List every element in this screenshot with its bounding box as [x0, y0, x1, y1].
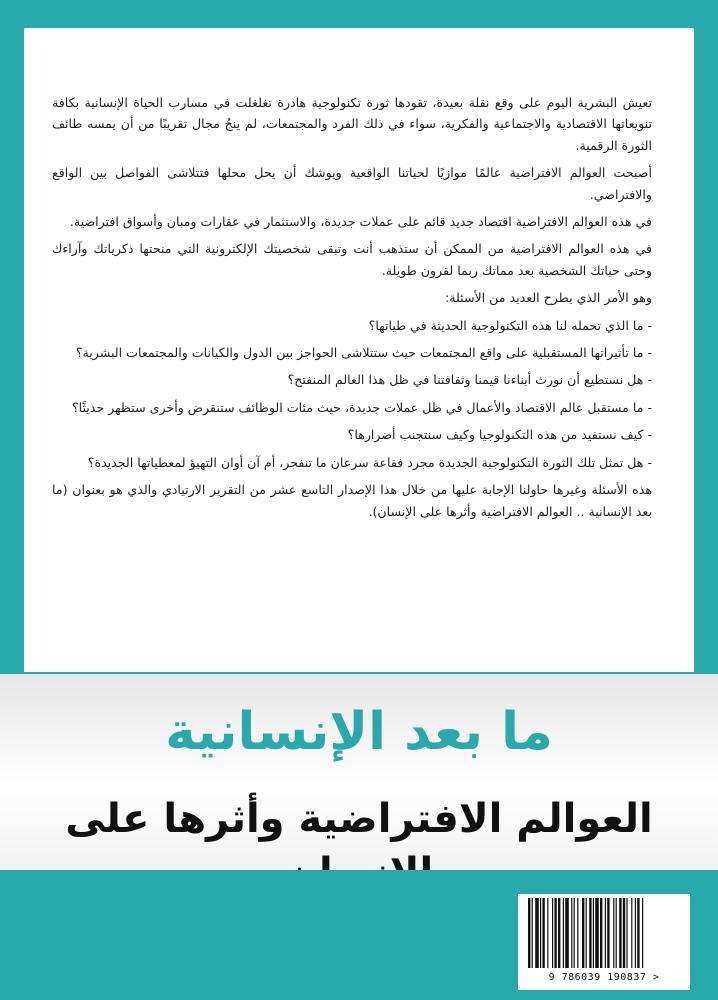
- paragraph-questions-lead: وهو الأمر الذي يطرح العديد من الأسئلة:: [444, 290, 652, 306]
- isbn-number: 9 786039 190837 >: [548, 972, 660, 983]
- question-item: - ما الذي تحمله لنا هذه التكنولوجية الحديثة في طياتها؟: [368, 317, 652, 333]
- question-item: - كيف نستفيد من هذه التكنولوجيا وكيف سنتجنب أضرارها؟: [347, 427, 652, 443]
- paragraph-closing: هذه الأسئلة وغيرها حاولنا الإجابة عليها من خلال هذا الإصدار التاسع عشر من التقرير الارتيادي والذي هو بعنوان (ما بعد الإنسانية .. العوالم الافتراضية وأثرها على الإنسان).: [52, 482, 652, 519]
- paragraph-virtual-worlds: أصبحت العوالم الافتراضية عالمًا موازيًا لحياتنا الواقعية ويوشك أن يحل محلها فتتلاشى الفواصل بين الواقع والافتراضي.: [52, 165, 652, 202]
- book-title: ما بعد الإنسانية: [165, 702, 553, 762]
- barcode-icon: [526, 898, 682, 970]
- paragraph-economy: في هذه العوالم الافتراضية اقتصاد جديد قائم على عملات جديدة، والاستثمار في عقارات ومبان وأسواق افتراضية.: [69, 214, 652, 230]
- paragraph-intro: تعيش البشرية اليوم على وقع نقلة بعيدة، تقودها ثورة تكنولوجية هادرة تغلغلت في مسارب الحياة الإنسانية بكافة تنويعاتها الاقتصادية والاجتماعية والفكرية، سواء في ذلك الفرد والمجتمعات، لم ينجُ مجال تقريبًا من أن يمسه طائف الثورة الرقمية.: [52, 95, 652, 153]
- question-item: - هل نستطيع أن نورث أبناءنا قيمنا وثقافتنا في ظل هذا العالم المنفتح؟: [287, 372, 652, 388]
- back-cover-text: [52, 92, 652, 528]
- paragraph-digital-persona: في هذه العوالم الافتراضية من الممكن أن ستذهب أنت وتبقى شخصيتك الإلكترونية التي منحتها ذكرياتك وآراءك وحتى حياتك الشخصية بعد مماتك ربما لقرون طويلة.: [52, 241, 652, 278]
- question-item: - ما تأثيراتها المستقبلية على واقع المجتمعات حيث ستتلاشى الحواجز بين الدول والكيانات والمجتمعات البشرية؟: [75, 345, 652, 361]
- question-item: - ما مستقبل عالم الاقتصاد والأعمال في ظل عملات جديدة، حيث مئات الوظائف ستنقرض وأخرى ستظهر حديثًا؟: [71, 399, 652, 415]
- barcode: [518, 894, 690, 990]
- question-item: - هل تمثل تلك الثورة التكنولوجية الجديدة مجرد فقاعة سرعان ما تنفجر، أم آن أوان التهيؤ لمعطياتها الجديدة؟: [87, 454, 652, 470]
- book-subtitle: العوالم الافتراضية وأثرها على: [65, 796, 653, 842]
